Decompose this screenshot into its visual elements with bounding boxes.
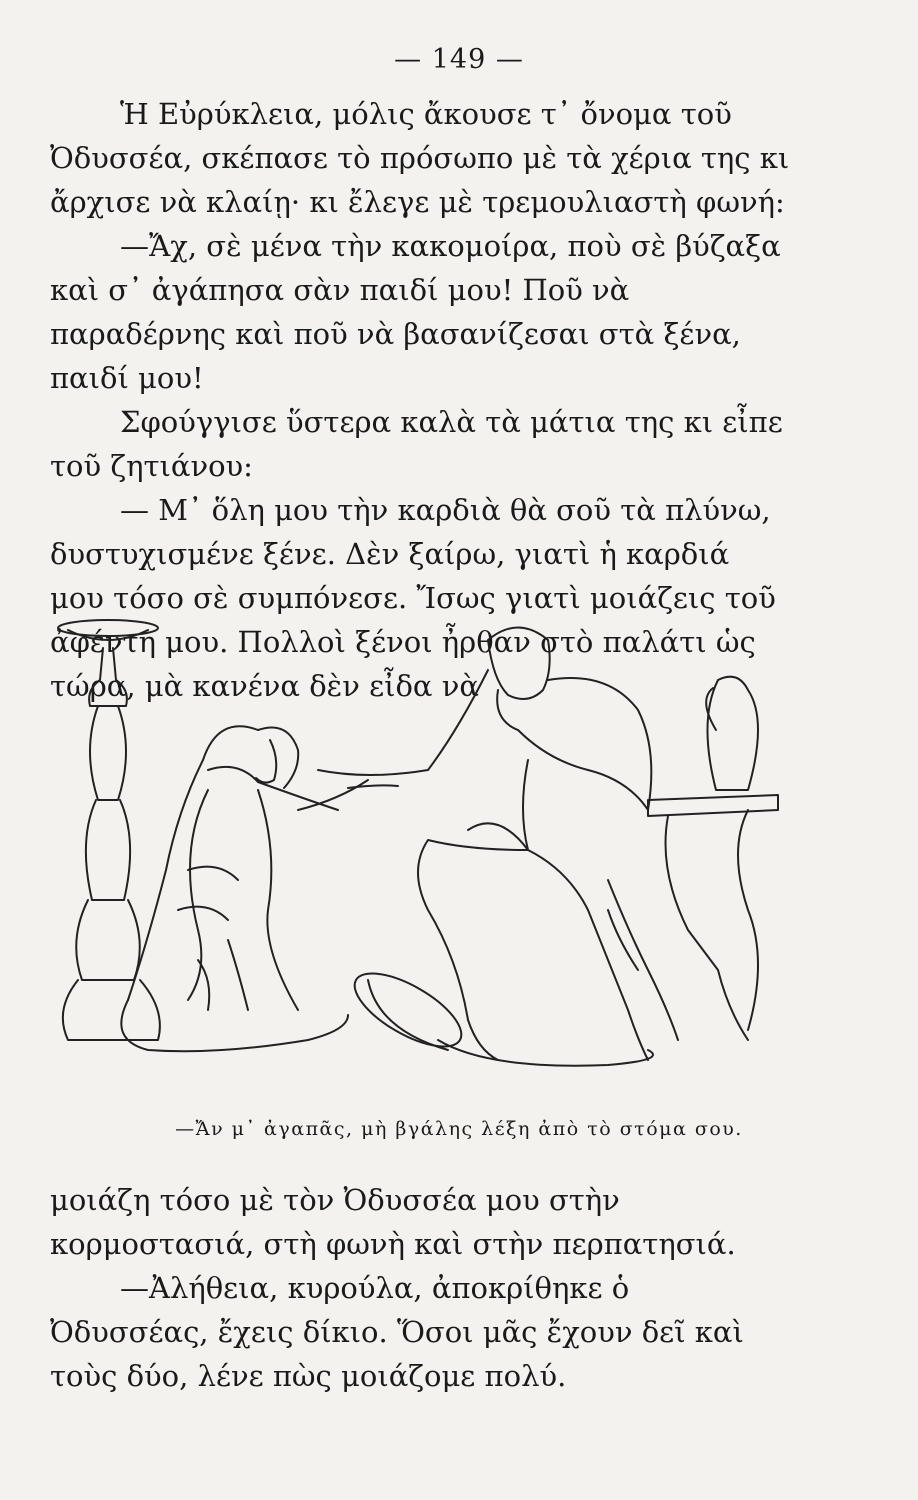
odysseus-figure (318, 628, 651, 1061)
figure-caption: —Ἄν μ᾽ ἀγαπᾶς, μὴ βγάλης λέξη ἀπὸ τὸ στόμα σου. (175, 1118, 743, 1140)
paragraph-2: —Ἄχ, σὲ μένα τὴν κακομοίρα, ποὺ σὲ βύζαξα καὶ σ᾽ ἀγάπησα σὰν παιδί μου! Ποῦ νὰ παραδέρνης καὶ ποῦ νὰ βασανίζεσαι στὰ ξένα, παιδί μου! (50, 229, 781, 395)
text-block-bottom (50, 1178, 790, 1398)
paragraph-1: Ἡ Εὐρύκλεια, μόλις ἄκουσε τ᾽ ὄνομα τοῦ Ὀδυσσέα, σκέπασε τὸ πρόσωπο μὲ τὰ χέρια της κι ἄρχισε νὰ κλαίῃ· κι ἔλεγε μὲ τρεμουλιαστὴ φωνή: (50, 97, 790, 219)
lamp-stand (58, 620, 160, 1040)
paragraph-6: —Ἀλήθεια, κυρούλα, ἀποκρίθηκε ὁ Ὀδυσσέας, ἔχεις δίκιο. Ὅσοι μᾶς ἔχουν δεῖ καὶ τοὺς δύο, λένε πὼς μοιάζομε πολύ. (50, 1271, 744, 1393)
illustration-eurykleia-odysseus (48, 610, 818, 1110)
paragraph-5: μοιάζη τόσο μὲ τὸν Ὀδυσσέα μου στὴν κορμοστασιά, στὴ φωνὴ καὶ στὴν περπατησιά. (50, 1183, 736, 1261)
page-number: — 149 — (394, 44, 524, 75)
wash-basin (344, 959, 653, 1065)
paragraph-4: — Μ᾽ ὅλη μου τὴν καρδιὰ θὰ σοῦ τὰ πλύνω, δυστυχισμένε ξένε. Δὲν ξαίρω, γιατὶ ἡ καρδιά μου τόσο σὲ συμπόνεσε. Ἴσως γιατὶ μοιάζεις τοῦ ἀφέντη μου. Πολλοὶ ξένοι ἦρθαν στὸ παλάτι ὡς τώρα, μὰ κανένα δὲν εἶδα νὰ (50, 493, 776, 703)
bench (608, 795, 778, 1040)
paragraph-3: Σφούγγισε ὕστερα καλὰ τὰ μάτια της κι εἶπε τοῦ ζητιάνου: (50, 405, 783, 483)
water-jug (706, 677, 758, 790)
